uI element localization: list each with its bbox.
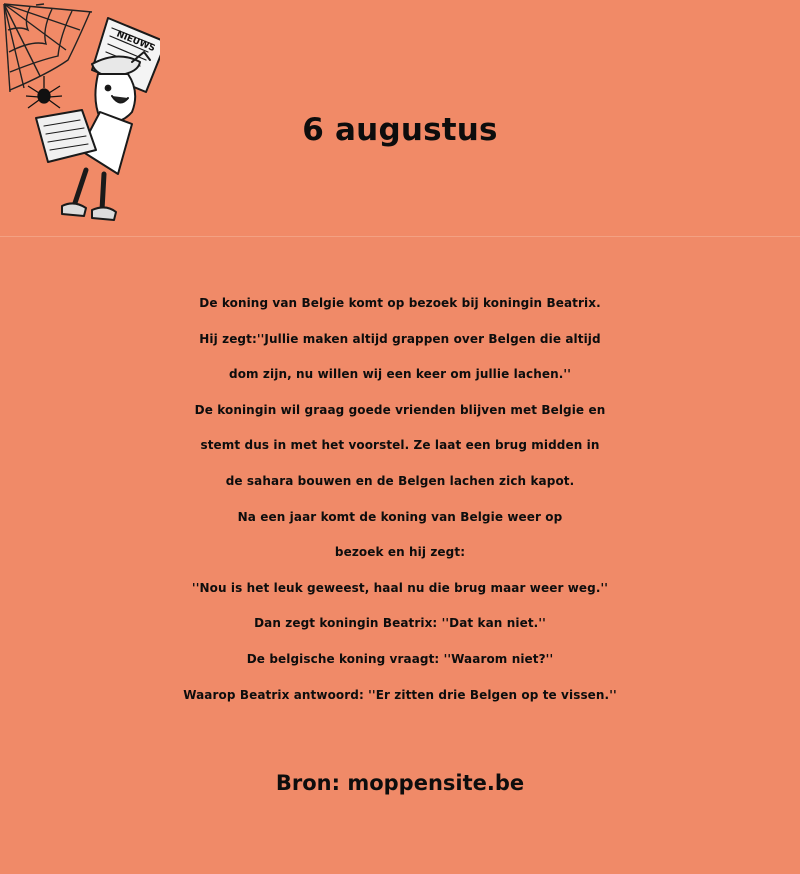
joke-line: de sahara bouwen en de Belgen lachen zich kapot. xyxy=(225,473,575,488)
page-title: 6 augustus xyxy=(302,112,498,148)
joke-line: Waarop Beatrix antwoord: ''Er zitten drie Belgen op te vissen.'' xyxy=(183,687,617,702)
source-credit: Bron: moppensite.be xyxy=(275,771,525,795)
spider-web-icon xyxy=(4,4,92,92)
joke-line: ''Nou is het leuk geweest, haal nu die brug maar weer weg.'' xyxy=(191,580,609,595)
joke-text xyxy=(0,286,800,713)
joke-line: De belgische koning vraagt: ''Waarom niet?'' xyxy=(246,651,554,666)
newspaper-headline: NIEUWS xyxy=(114,29,157,55)
joke-line: Na een jaar komt de koning van Belgie weer op xyxy=(237,509,563,524)
joke-line: De koningin wil graag goede vrienden blijven met Belgie en xyxy=(194,402,606,417)
joke-line: dom zijn, nu willen wij een keer om jullie lachen.'' xyxy=(229,367,571,382)
joke-line: De koning van Belgie komt op bezoek bij koningin Beatrix. xyxy=(199,296,601,310)
joke-line: bezoek en hij zegt: xyxy=(334,545,466,560)
joke-line: stemt dus in met het voorstel. Ze laat een brug midden in xyxy=(200,438,600,453)
joke-line: Dan zegt koningin Beatrix: ''Dat kan niet.'' xyxy=(254,616,546,631)
joke-line: Hij zegt:''Jullie maken altijd grappen over Belgen die altijd xyxy=(199,331,601,346)
